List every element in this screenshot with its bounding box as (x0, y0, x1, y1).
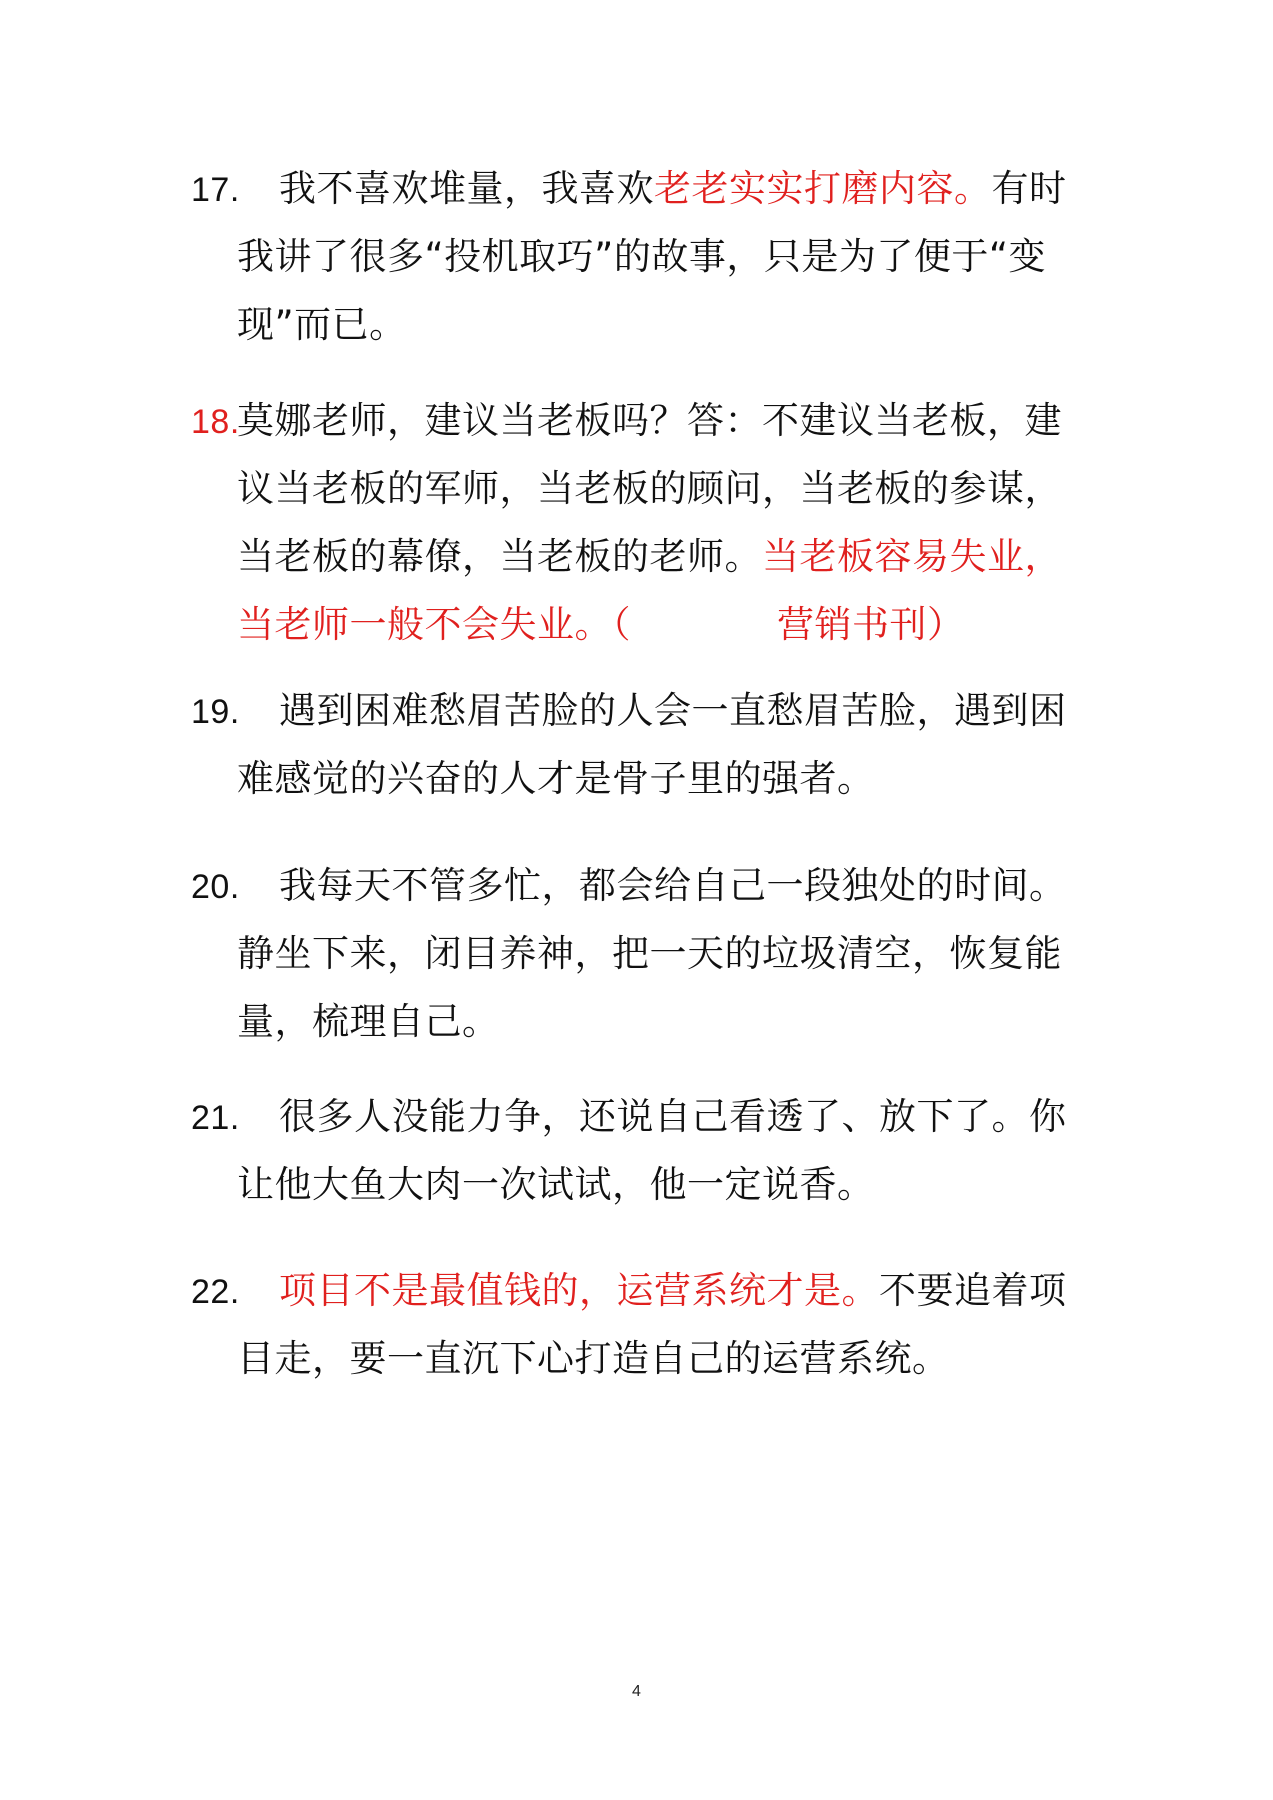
item-number: 22. (191, 1273, 240, 1311)
item-line (191, 677, 1091, 745)
item-text: 现”而已。 (237, 303, 407, 346)
item-text: 很多人没能力争，还说自己看透了、放下了。你 (279, 1095, 1067, 1138)
item-text: 莫娜老师，建议当老板吗？答：不建议当老板，建 (237, 399, 1062, 442)
item-line (191, 1083, 1091, 1151)
list-item-21 (191, 1083, 1091, 1219)
list-item-18 (191, 387, 1091, 659)
item-number: 18. (191, 403, 240, 441)
item-text: 当老板的幕僚，当老板的老师。 (237, 535, 762, 578)
item-number: 21. (191, 1099, 240, 1137)
item-line (191, 1325, 1091, 1393)
item-text: 议当老板的军师，当老板的顾问，当老板的参谋， (237, 467, 1062, 510)
item-text: 不要追着项 (879, 1269, 1067, 1312)
item-text: 量，梳理自己。 (237, 1000, 500, 1043)
item-line (191, 591, 1091, 659)
item-number: 17. (191, 171, 240, 209)
item-line (191, 745, 1091, 813)
list-item-19 (191, 677, 1091, 813)
item-text: 有时 (991, 167, 1067, 210)
item-line (191, 387, 1091, 455)
item-text: 目走，要一直沉下心打造自己的运营系统。 (237, 1337, 950, 1380)
item-line (191, 523, 1091, 591)
item-line (191, 1151, 1091, 1219)
page-number: 4 (632, 1683, 641, 1700)
item-number: 19. (191, 693, 240, 731)
item-line (191, 1257, 1091, 1325)
highlighted-text: 当老师一般不会失业。（ (237, 603, 631, 646)
item-text: 我每天不管多忙，都会给自己一段独处的时间。 (279, 864, 1067, 907)
highlighted-text: 项目不是最值钱的，运营系统才是。 (279, 1269, 879, 1312)
item-text: 我讲了很多“投机取巧”的故事，只是为了便于“变 (237, 235, 1047, 278)
item-line (191, 920, 1091, 988)
item-text: 让他大鱼大肉一次试试，他一定说香。 (237, 1163, 875, 1206)
item-number: 20. (191, 868, 240, 906)
list-item-17 (191, 155, 1091, 359)
list-item-22 (191, 1257, 1091, 1393)
item-line (191, 988, 1091, 1056)
highlighted-text: 营销书刊） (777, 603, 965, 646)
item-text: 静坐下来，闭目养神，把一天的垃圾清空，恢复能 (237, 932, 1062, 975)
item-text: 我不喜欢堆量，我喜欢 (279, 167, 654, 210)
highlighted-text: 当老板容易失业， (762, 535, 1062, 578)
item-line (191, 291, 1091, 359)
highlighted-text: 老老实实打磨内容。 (654, 167, 992, 210)
item-line (191, 155, 1091, 223)
item-text: 难感觉的兴奋的人才是骨子里的强者。 (237, 757, 875, 800)
list-item-20 (191, 852, 1091, 1056)
item-line (191, 223, 1091, 291)
item-line (191, 455, 1091, 523)
item-line (191, 852, 1091, 920)
item-text: 遇到困难愁眉苦脸的人会一直愁眉苦脸，遇到困 (279, 689, 1067, 732)
